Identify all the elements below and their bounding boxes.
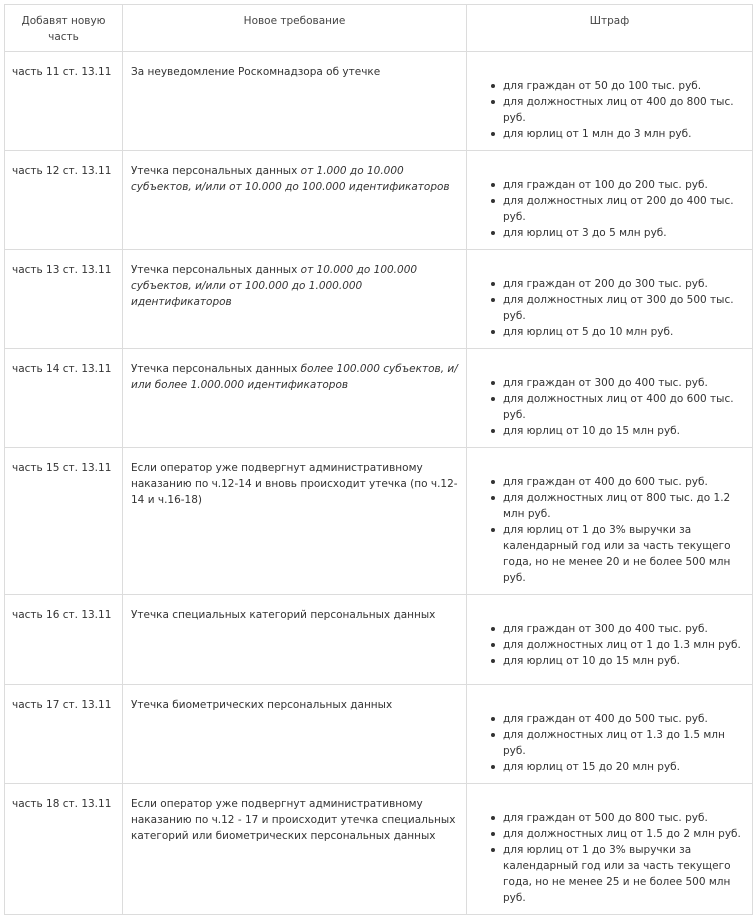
fine-list: [475, 177, 744, 241]
requirement-text: Утечка персональных данных: [131, 363, 301, 375]
fine-item: для должностных лиц от 200 до 400 тыс. руб.: [503, 193, 744, 225]
cell-requirement: [123, 448, 467, 595]
fine-list: [475, 474, 744, 586]
fine-item: для граждан от 500 до 800 тыс. руб.: [503, 810, 744, 826]
fine-item: для граждан от 100 до 200 тыс. руб.: [503, 177, 744, 193]
table-row: [5, 250, 753, 349]
cell-part: часть 11 ст. 13.11: [5, 52, 123, 151]
requirement-text: За неуведомление Роскомнадзора об утечке: [131, 66, 381, 78]
requirement-text-italic: от 10.000 до 100.000 субъектов, и/или от 100.000 до 1.000.000 идентификаторов: [131, 264, 418, 308]
header-fine: Штраф: [467, 5, 753, 52]
table-row: [5, 52, 753, 151]
fine-list: [475, 711, 744, 775]
table-row: [5, 349, 753, 448]
fine-list: [475, 375, 744, 439]
cell-part: часть 15 ст. 13.11: [5, 448, 123, 595]
table-row: [5, 151, 753, 250]
fine-item: для юрлиц от 10 до 15 млн руб.: [503, 653, 744, 669]
requirement-text: Утечка специальных категорий персональных данных: [131, 609, 436, 621]
cell-fine: [467, 595, 753, 685]
penalties-table: [4, 4, 753, 915]
fine-item: для должностных лиц от 300 до 500 тыс. руб.: [503, 292, 744, 324]
fine-item: для должностных лиц от 1.3 до 1.5 млн руб.: [503, 727, 744, 759]
requirement-text: Утечка биометрических персональных данных: [131, 699, 393, 711]
fine-item: для юрлиц от 5 до 10 млн руб.: [503, 324, 744, 340]
fine-list: [475, 78, 744, 142]
cell-fine: [467, 349, 753, 448]
cell-fine: [467, 448, 753, 595]
cell-part: часть 17 ст. 13.11: [5, 685, 123, 784]
fine-item: для юрлиц от 10 до 15 млн руб.: [503, 423, 744, 439]
cell-part: часть 16 ст. 13.11: [5, 595, 123, 685]
cell-requirement: [123, 250, 467, 349]
requirement-text-italic: более 100.000 субъектов, и/или более 1.000.000 идентификаторов: [131, 363, 458, 391]
fine-item: для должностных лиц от 1 до 1.3 млн руб.: [503, 637, 744, 653]
fine-item: для юрлиц от 15 до 20 млн руб.: [503, 759, 744, 775]
cell-fine: [467, 685, 753, 784]
requirement-text: Утечка персональных данных: [131, 165, 301, 177]
cell-part: часть 12 ст. 13.11: [5, 151, 123, 250]
cell-requirement: [123, 784, 467, 915]
cell-fine: [467, 52, 753, 151]
table-row: [5, 595, 753, 685]
fine-item: для юрлиц от 1 до 3% выручки за календарный год или за часть текущего года, но не менее 25 и не более 500 млн руб.: [503, 842, 744, 906]
cell-requirement: [123, 349, 467, 448]
requirement-text: Если оператор уже подвергнут административному наказанию по ч.12-14 и вновь происходит утечка (по ч.12-14 и ч.16-18): [131, 462, 458, 506]
fine-list: [475, 810, 744, 906]
cell-fine: [467, 250, 753, 349]
fine-item: для юрлиц от 3 до 5 млн руб.: [503, 225, 744, 241]
cell-fine: [467, 784, 753, 915]
fine-item: для граждан от 400 до 600 тыс. руб.: [503, 474, 744, 490]
requirement-text: Если оператор уже подвергнут административному наказанию по ч.12 - 17 и происходит утечка специальных категорий или биометрических персональных данных: [131, 798, 456, 842]
fine-item: для граждан от 200 до 300 тыс. руб.: [503, 276, 744, 292]
cell-part: часть 18 ст. 13.11: [5, 784, 123, 915]
cell-fine: [467, 151, 753, 250]
fine-item: для должностных лиц от 400 до 600 тыс. руб.: [503, 391, 744, 423]
fine-list: [475, 276, 744, 340]
cell-requirement: [123, 151, 467, 250]
fine-item: для юрлиц от 1 до 3% выручки за календарный год или за часть текущего года, но не менее 20 и не более 500 млн руб.: [503, 522, 744, 586]
table-header-row: [5, 5, 753, 52]
cell-requirement: [123, 52, 467, 151]
cell-part: часть 14 ст. 13.11: [5, 349, 123, 448]
fine-item: для граждан от 300 до 400 тыс. руб.: [503, 621, 744, 637]
fine-item: для граждан от 300 до 400 тыс. руб.: [503, 375, 744, 391]
table-row: [5, 685, 753, 784]
fine-item: для граждан от 400 до 500 тыс. руб.: [503, 711, 744, 727]
requirement-text-italic: от 1.000 до 10.000 субъектов, и/или от 10.000 до 100.000 идентификаторов: [131, 165, 450, 193]
fine-item: для должностных лиц от 1.5 до 2 млн руб.: [503, 826, 744, 842]
fine-list: [475, 621, 744, 669]
cell-part: часть 13 ст. 13.11: [5, 250, 123, 349]
table-row: [5, 784, 753, 915]
table-body: [5, 52, 753, 915]
requirement-text: Утечка персональных данных: [131, 264, 301, 276]
fine-item: для юрлиц от 1 млн до 3 млн руб.: [503, 126, 744, 142]
fine-item: для должностных лиц от 400 до 800 тыс. руб.: [503, 94, 744, 126]
fine-item: для граждан от 50 до 100 тыс. руб.: [503, 78, 744, 94]
cell-requirement: [123, 685, 467, 784]
header-part: Добавят новую часть: [5, 5, 123, 52]
cell-requirement: [123, 595, 467, 685]
fine-item: для должностных лиц от 800 тыс. до 1.2 млн руб.: [503, 490, 744, 522]
table-row: [5, 448, 753, 595]
header-requirement: Новое требование: [123, 5, 467, 52]
